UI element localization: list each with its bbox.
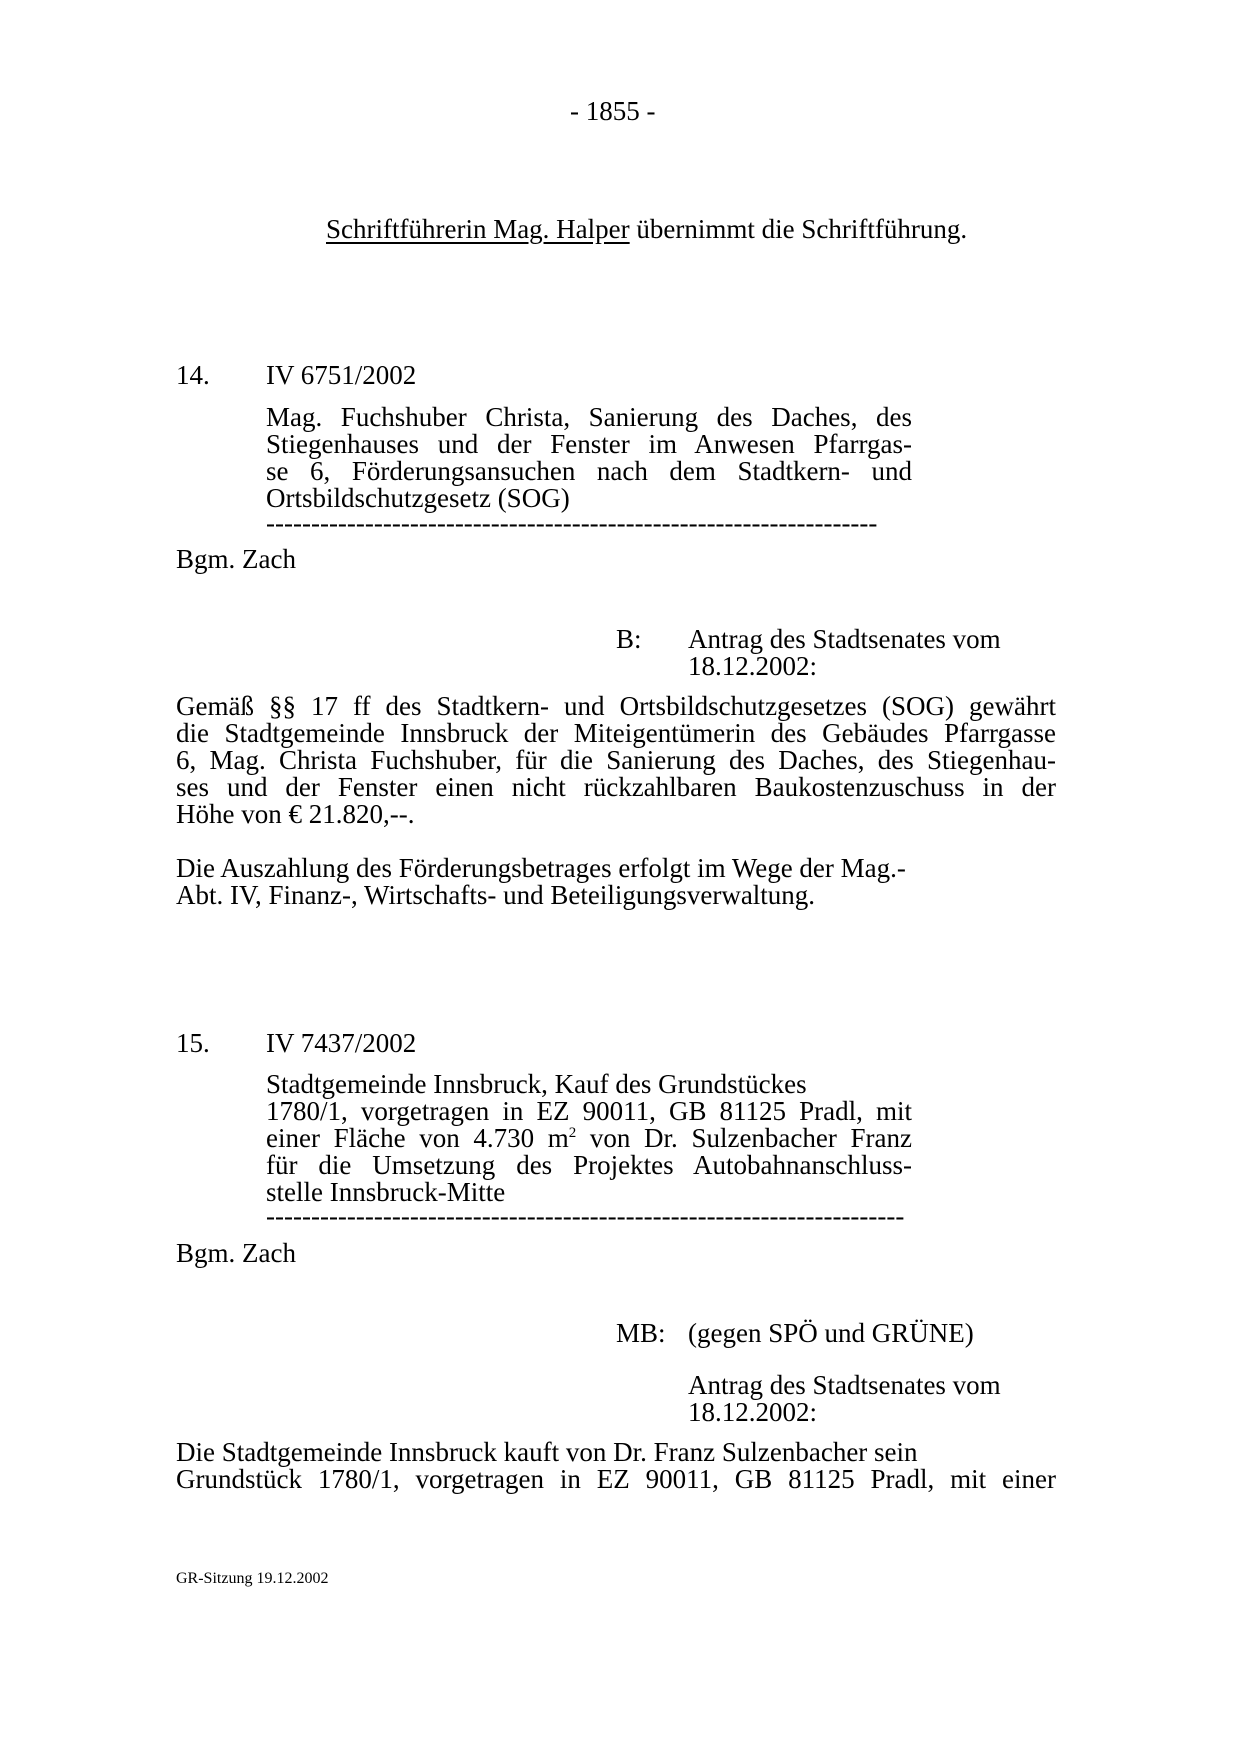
item-14-decision-label: B:: [616, 624, 642, 654]
item-15-separator: -----------------------------------------------------------------------: [266, 1203, 905, 1229]
body-line: Die Stadtgemeinde Innsbruck kauft von Dr. Franz Sulzenbacher sein: [176, 1437, 918, 1467]
item-15-decision-line: Antrag des Stadtsenates vom: [688, 1370, 1001, 1400]
intro-line: [326, 216, 967, 242]
subject-line: 1780/1, vorgetragen in EZ 90011, GB 81125 Pradl, mit: [266, 1096, 912, 1126]
item-14-payment-line: Abt. IV, Finanz-, Wirtschafts- und Beteiligungsverwaltung.: [176, 880, 816, 910]
item-14-reference: IV 6751/2002: [266, 360, 417, 390]
intro-text: übernimmt die Schriftführung.: [629, 214, 968, 244]
item-14-decision-line: Antrag des Stadtsenates vom: [688, 624, 1001, 654]
footer-session: GR-Sitzung 19.12.2002: [176, 1570, 329, 1587]
item-14-speaker: Bgm. Zach: [176, 544, 296, 574]
item-15-decision-note: (gegen SPÖ und GRÜNE): [688, 1318, 974, 1348]
item-15-reference: IV 7437/2002: [266, 1028, 417, 1058]
item-15-number: 15.: [176, 1028, 210, 1058]
item-15-decision-label: MB:: [616, 1318, 666, 1348]
subject-line: Stiegenhauses und der Fenster im Anwesen Pfarrgas-: [266, 429, 912, 459]
body-line: die Stadtgemeinde Innsbruck der Miteigentümerin des Gebäudes Pfarrgasse: [176, 718, 1056, 748]
subject-line: Stadtgemeinde Innsbruck, Kauf des Grundstückes: [266, 1069, 807, 1099]
area-text-rest: von Dr. Sulzenbacher Franz: [576, 1123, 912, 1153]
subject-line: Ortsbildschutzgesetz (SOG): [266, 483, 570, 513]
subject-line: Mag. Fuchshuber Christa, Sanierung des Daches, des: [266, 402, 912, 432]
item-15-speaker: Bgm. Zach: [176, 1238, 296, 1268]
body-line: Gemäß §§ 17 ff des Stadtkern- und Ortsbildschutzgesetzes (SOG) gewährt: [176, 691, 1056, 721]
item-14-separator: --------------------------------------------------------------------: [266, 510, 878, 536]
area-text: einer Fläche von 4.730 m: [266, 1123, 569, 1153]
subject-line: stelle Innsbruck-Mitte: [266, 1177, 506, 1207]
item-15-decision-line: 18.12.2002:: [688, 1397, 818, 1427]
area-superscript: 2: [568, 1125, 577, 1141]
recorder-name: Schriftführerin Mag. Halper: [326, 214, 630, 244]
subject-line: für die Umsetzung des Projektes Autobahnanschluss-: [266, 1150, 912, 1180]
item-14-payment-line: Die Auszahlung des Förderungsbetrages erfolgt im Wege der Mag.-: [176, 853, 906, 883]
subject-line: se 6, Förderungsansuchen nach dem Stadtkern- und: [266, 456, 912, 486]
subject-line-area: [266, 1125, 912, 1152]
body-line: 6, Mag. Christa Fuchshuber, für die Sanierung des Daches, des Stiegenhau-: [176, 745, 1056, 775]
item-14-number: 14.: [176, 360, 210, 390]
body-line: Höhe von € 21.820,--.: [176, 799, 415, 829]
body-line: Grundstück 1780/1, vorgetragen in EZ 90011, GB 81125 Pradl, mit einer: [176, 1464, 1056, 1494]
body-line: ses und der Fenster einen nicht rückzahlbaren Baukostenzuschuss in der: [176, 772, 1056, 802]
page-number: - 1855 -: [570, 96, 656, 126]
item-14-decision-line: 18.12.2002:: [688, 651, 818, 681]
